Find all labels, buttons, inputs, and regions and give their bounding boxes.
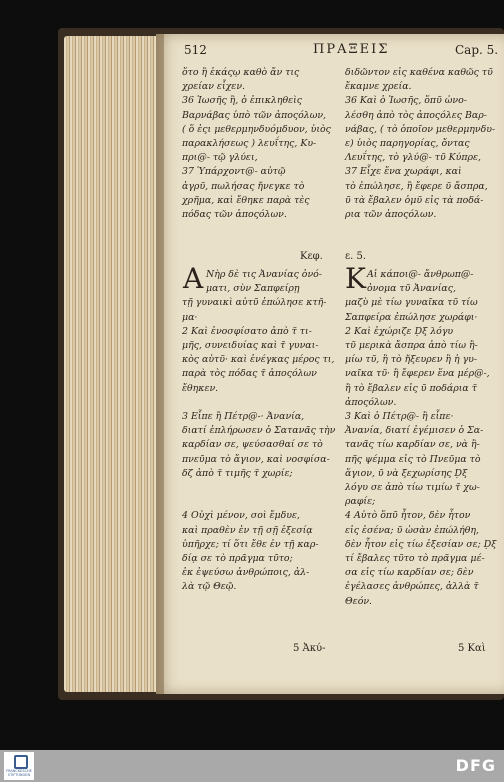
logo-text: FRANCKESCHE STIFTUNGEN <box>6 769 32 777</box>
text-line: ἀποςόλων. <box>345 396 397 408</box>
text-line: ματι, σὺν Σαπφείρῃ <box>206 283 300 295</box>
text-line: διατί ἐπλήρωσεν ὁ Σατανᾶς τὴν <box>182 425 336 437</box>
text-line: εἰς ἐσένα; ῦ ὡσὰν ἐπώλήθη, <box>345 524 479 536</box>
catchword-left: 5 Ἀκύ- <box>293 643 326 654</box>
text-line: ναῖκα τῦ· ἢ ἔφερεν ἕνα μέρ@-, <box>345 368 490 380</box>
text-line: μίω τῦ, ἢ τὸ ἤξευρεν ἢ ἡ γυ- <box>345 354 478 366</box>
text-line: τί ἔβαλες τῦτο τὸ πρᾶγμα μέ- <box>345 553 485 565</box>
text-line: μῆς, συνειδυίας καὶ τ̃ γυναι- <box>182 340 319 352</box>
chapter-ref: Cap. 5. <box>455 43 499 57</box>
institution-logo <box>4 752 34 780</box>
page-gutter <box>156 34 164 694</box>
text-line: ἢ τὸ ἔβαλεν εἰς ῦ ποδάρια τ̃ <box>345 382 477 394</box>
text-line: Ἀνανία, διατί ἐγέμισεν ὁ Σα- <box>345 425 484 437</box>
text-line: ρια τῶν ἀποςόλων. <box>345 209 437 221</box>
dfg-logo: DFG <box>455 756 496 775</box>
text-line: 2 Καὶ ἐνοσφίσατο ἀπὸ τ̃ τι- <box>182 325 312 337</box>
text-line: τὸ ἐπώλησε, ἢ ἔφερε ῦ ἄσπρα, <box>345 180 488 192</box>
text-line: ραφίε; <box>345 496 376 508</box>
text-line: καρδίαν σε, ψεύσασθαί σε τὸ <box>182 439 323 451</box>
text-line: σα εἰς τίω καρδίαν σε; δὲν <box>345 567 474 579</box>
text-line: ἔκαμνε χρεία. <box>345 81 412 93</box>
text-line: 37 Ὑπάρχοντ@- αὐτῷ <box>182 166 286 178</box>
text-line: ἐκ ἐψεύσω ἀνθρώποις, ἀλ- <box>182 567 310 579</box>
chapter-label-right: ε. 5. <box>345 251 367 262</box>
text-line: πῆς ψέμμα εἰς τὸ Πνεῦμα τὸ <box>345 453 481 465</box>
text-line: ὀνομα τῦ Ἀνανίας, <box>367 283 456 295</box>
text-line: δζ ἀπὸ τ̃ τιμῆς τ̃ χωρίε; <box>182 467 293 479</box>
right-column-top <box>345 66 495 222</box>
text-line: πόδας τῶν ἀποςόλων. <box>182 209 287 221</box>
text-line: ἅγιον, ῦ νὰ ξεχωρίσης Ḍξ <box>345 467 468 479</box>
text-line: διδῶντον εἰς καθένα καθῶς τῦ <box>345 67 493 78</box>
text-line: ἀγρῦ, πωλήσας ἤνεγκε τὸ <box>182 180 305 192</box>
text-line <box>182 481 332 495</box>
text-line: δίᾳ σε τὸ πρᾶγμα τῦτο; <box>182 553 293 565</box>
text-line: Λευΐτης, τὸ γλύ@- τῦ Κύπρε, <box>345 152 482 164</box>
text-line: ( ὅ ἐςι μεθερμηνδυόμδυον, ὑιὸς <box>182 123 331 135</box>
text-line: χρείαν εἶχεν. <box>182 81 246 93</box>
text-line: καὶ πραθὲν ἐν τῇ σῇ ἐξεσίᾳ <box>182 524 313 536</box>
text-line: παρακλήσεως ) λευΐτης, Κυ- <box>182 138 317 150</box>
left-column-chapter <box>182 268 336 595</box>
text-line: νάβας, ( τὸ ὁποῖον μεθερμηνδυ- <box>345 123 496 135</box>
text-line: τῇ γυναικὶ αὐτῦ ἐπώλησε κτῆ- <box>182 297 327 309</box>
text-line: χρῆμα, καὶ ἔθηκε παρὰ τὲς <box>182 194 310 206</box>
drop-cap-right: Κ <box>345 262 366 295</box>
logo-mark-icon <box>14 755 28 769</box>
text-line: τανᾶς τίω καρδίαν σε, νὰ ἢ- <box>345 439 480 451</box>
catchword-right: 5 Καὶ <box>458 643 486 654</box>
text-line: ὅτο ἢ ἑκάςῳ καθὸ ἄν τις <box>182 67 300 78</box>
text-line: Νὴρ δὲ τις Ἀνανίας ὀνό- <box>206 269 322 280</box>
text-line: ἐγέλασες ἀνθρώπες, ἀλλὰ τ̃ <box>345 581 479 593</box>
text-line: 3 Καὶ ὁ Πέτρ@- ἢ εἶπε· <box>345 411 454 423</box>
text-line: μα· <box>182 311 198 323</box>
text-line: τῦ μερικὰ ἄσπρα ἀπὸ τίω ἢ- <box>345 340 478 352</box>
left-column-top <box>182 66 332 222</box>
right-column-chapter <box>345 268 495 609</box>
text-line: δὲν ἦτον εἰς τίω ἐξεσίαν σε; Ḍξ <box>345 538 497 550</box>
text-line: παρὰ τὸς πόδας τ̃ ἀποςόλων <box>182 368 317 380</box>
text-line: 36 Ἰωσῆς ἢ, ὁ ἐπικληθεὶς <box>182 95 303 107</box>
text-line: Θεόν. <box>345 595 373 607</box>
text-line: Αἱ κάποι@- ἄνθρωπ@- <box>367 269 474 280</box>
viewer-footer <box>0 750 504 782</box>
text-line: 4 Αὐτὸ ὅπῦ ἦτον, δὲν ἦτον <box>345 510 471 522</box>
page-number: 512 <box>184 43 207 57</box>
text-line: Σαπφείρα ἐπώλησε χωράφι· <box>345 311 478 323</box>
text-line: ἔθηκεν. <box>182 382 219 394</box>
text-line <box>182 396 332 410</box>
text-line: ὑπῆρχε; τί ὅτι ἔθε ἐν τῇ καρ- <box>182 538 319 550</box>
text-line: μαζὺ μὲ τίω γυναῖκα τῦ τίω <box>345 297 478 309</box>
text-line <box>182 495 332 509</box>
drop-cap-left: Α <box>183 262 204 295</box>
page-edges <box>64 36 158 692</box>
text-line: λόγυ σε ἀπὸ τίω τιμίω τ̃ χω- <box>345 482 480 494</box>
text-line: 37 Εἶχε ἕνα χωράφι, καὶ <box>345 166 462 178</box>
text-line: Βαρνάβας ὑπὸ τῶν ἀποςόλων, <box>182 109 327 121</box>
text-line: κὸς αὐτῦ· καὶ ἐνέγκας μέρος τι, <box>182 354 335 366</box>
text-line: λέσθη ἀπὸ τὸς ἀποςόλες Βαρ- <box>345 109 487 121</box>
text-line: πρι@- τῷ γλύει, <box>182 152 258 164</box>
text-line: πνεῦμα τὸ ἅγιον, καὶ νοσφίσα- <box>182 453 330 465</box>
text-line: 2 Καὶ ἐχώριζε Ḍξ λόγυ <box>345 325 454 337</box>
text-line: λὰ τῷ Θεῷ. <box>182 581 237 593</box>
chapter-label-left: Κεφ. <box>300 251 323 262</box>
text-line: 4 Οὐχὶ μένον, σοὶ ἔμδυε, <box>182 510 300 522</box>
text-line: 3 Εἶπε ἢ Πέτρ@-· Ἀνανία, <box>182 411 305 423</box>
text-line: ε) ὑιὸς παρηγορίας, ὄντας <box>345 138 470 150</box>
text-line: ῦ τὰ ἔβαλεν ὁμῦ εἰς τὰ ποδά- <box>345 194 484 206</box>
running-title: ΠΡΑΞΕΙΣ <box>313 42 390 57</box>
text-line: 36 Καὶ ὁ Ἰωσῆς, ὅπῦ ὠνο- <box>345 95 467 107</box>
